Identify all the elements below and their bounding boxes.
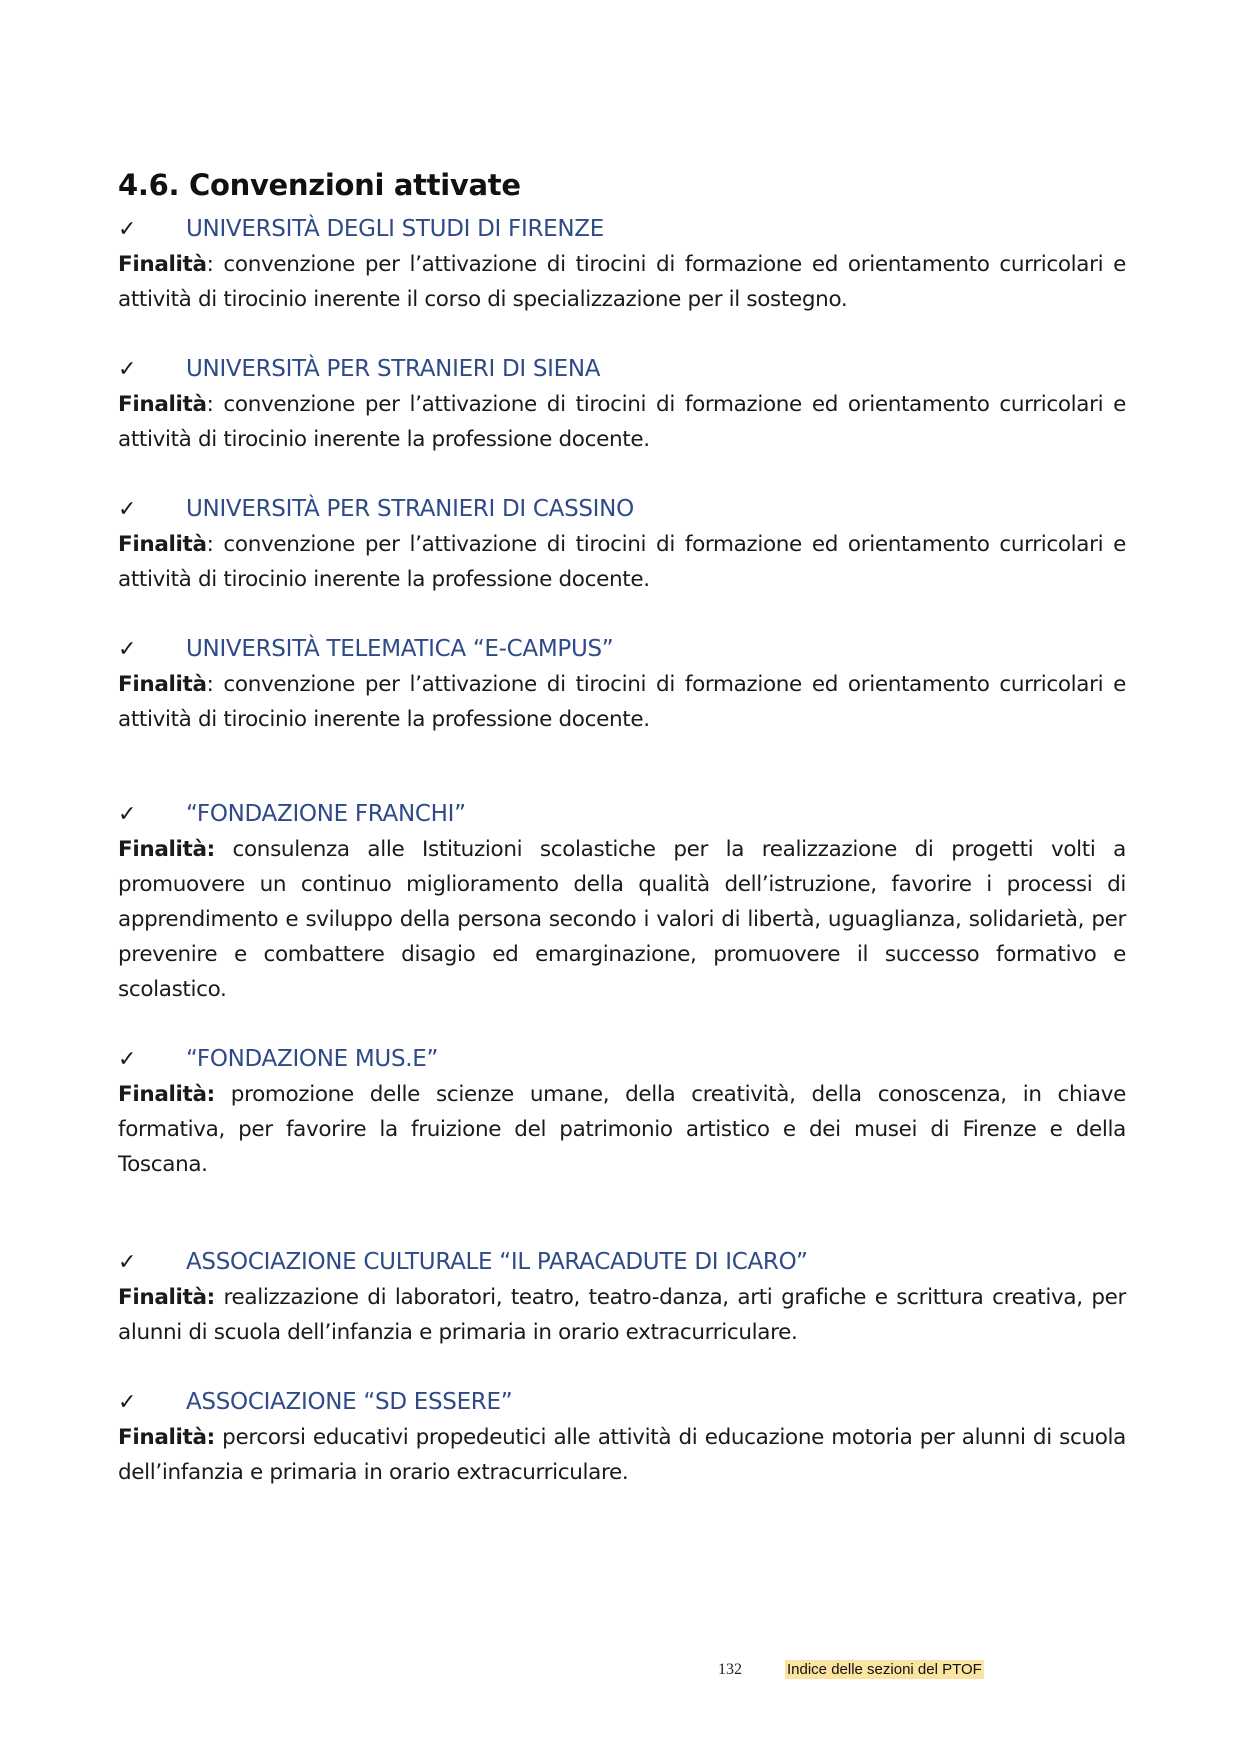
entry-sd-essere [118,1385,1126,1490]
entry-heading [118,492,1126,527]
check-icon: ✓ [118,1390,137,1415]
finalita-text: consulenza alle Istituzioni scolastiche per la realizzazione di progetti volti a promuovere un continuo miglioramento della qualità dell’istruzione, favorire i processi di apprendimento e sviluppo della persona secondo i valori di libertà, uguaglianza, solidarietà, per prevenire e combattere disagio ed emarginazione, promuovere il successo formativo e scolastico. [118,837,1126,1002]
entry-description [118,1280,1126,1350]
entry-title: UNIVERSITÀ DEGLI STUDI DI FIRENZE [186,216,604,242]
finalita-label: Finalità: [118,1082,215,1107]
entry-title: ASSOCIAZIONE “SD ESSERE” [186,1389,513,1415]
entry-description [118,247,1126,317]
entry-title: UNIVERSITÀ PER STRANIERI DI SIENA [186,356,601,382]
check-icon: ✓ [118,802,137,827]
check-icon: ✓ [118,1047,137,1072]
finalita-text: convenzione per l’attivazione di tirocini di formazione ed orientamento curricolari e attività di tirocinio inerente la professione docente. [118,672,1126,732]
finalita-text: convenzione per l’attivazione di tirocini di formazione ed orientamento curricolari e attività di tirocinio inerente la professione docente. [118,532,1126,592]
finalita-text: convenzione per l’attivazione di tirocini di formazione ed orientamento curricolari e attività di tirocinio inerente il corso di specializzazione per il sostegno. [118,252,1126,312]
finalita-text: realizzazione di laboratori, teatro, teatro-danza, arti grafiche e scrittura creativa, per alunni di scuola dell’infanzia e primaria in orario extracurriculare. [118,1285,1126,1345]
entry-heading [118,1385,1126,1420]
check-icon: ✓ [118,637,137,662]
entry-description [118,1420,1126,1490]
finalita-label: Finalità [118,392,207,417]
label-separator: : [206,532,214,557]
label-separator: : [206,392,214,417]
entry-fondazione-franchi [118,797,1126,1007]
section-title: 4.6. Convenzioni attivate [118,168,521,202]
page-content [118,168,1126,1490]
entry-heading [118,632,1126,667]
entry-heading [118,797,1126,832]
finalita-label: Finalità: [118,1285,215,1310]
finalita-text: convenzione per l’attivazione di tirocini di formazione ed orientamento curricolari e attività di tirocinio inerente la professione docente. [118,392,1126,452]
check-icon: ✓ [118,1250,137,1275]
entry-ecampus [118,632,1126,737]
finalita-text: promozione delle scienze umane, della creatività, della conoscenza, in chiave formativa, per favorire la fruizione del patrimonio artistico e dei musei di Firenze e della Toscana. [118,1082,1126,1177]
entry-fondazione-muse [118,1042,1126,1182]
finalita-label: Finalità [118,252,207,277]
check-icon: ✓ [118,217,137,242]
finalita-label: Finalità: [118,837,215,862]
entry-title: “FONDAZIONE FRANCHI” [186,801,466,827]
entry-title: UNIVERSITÀ TELEMATICA “E-CAMPUS” [186,636,614,662]
entry-description [118,832,1126,1007]
entry-description [118,1077,1126,1182]
check-icon: ✓ [118,497,137,522]
page-number: 132 [718,1660,742,1678]
finalita-label: Finalità [118,672,207,697]
entry-description [118,387,1126,457]
entry-unistrasi [118,352,1126,457]
finalita-label: Finalità: [118,1425,215,1450]
entry-heading [118,352,1126,387]
entry-description [118,667,1126,737]
label-separator: : [206,252,214,277]
entry-heading [118,212,1126,247]
entry-heading [118,1245,1126,1280]
index-link[interactable]: Indice delle sezioni del PTOF [787,1661,982,1678]
entry-description [118,527,1126,597]
entry-heading [118,1042,1126,1077]
entry-unifi [118,212,1126,317]
entry-paracadute-icaro [118,1245,1126,1350]
label-separator: : [206,672,214,697]
check-icon: ✓ [118,357,137,382]
entry-title: ASSOCIAZIONE CULTURALE “IL PARACADUTE DI ICARO” [186,1249,808,1275]
entry-cassino [118,492,1126,597]
page-footer [718,1660,984,1679]
entry-title: UNIVERSITÀ PER STRANIERI DI CASSINO [186,496,634,522]
entry-title: “FONDAZIONE MUS.E” [186,1046,439,1072]
finalita-label: Finalità [118,532,207,557]
finalita-text: percorsi educativi propedeutici alle attività di educazione motoria per alunni di scuola dell’infanzia e primaria in orario extracurriculare. [118,1425,1126,1485]
